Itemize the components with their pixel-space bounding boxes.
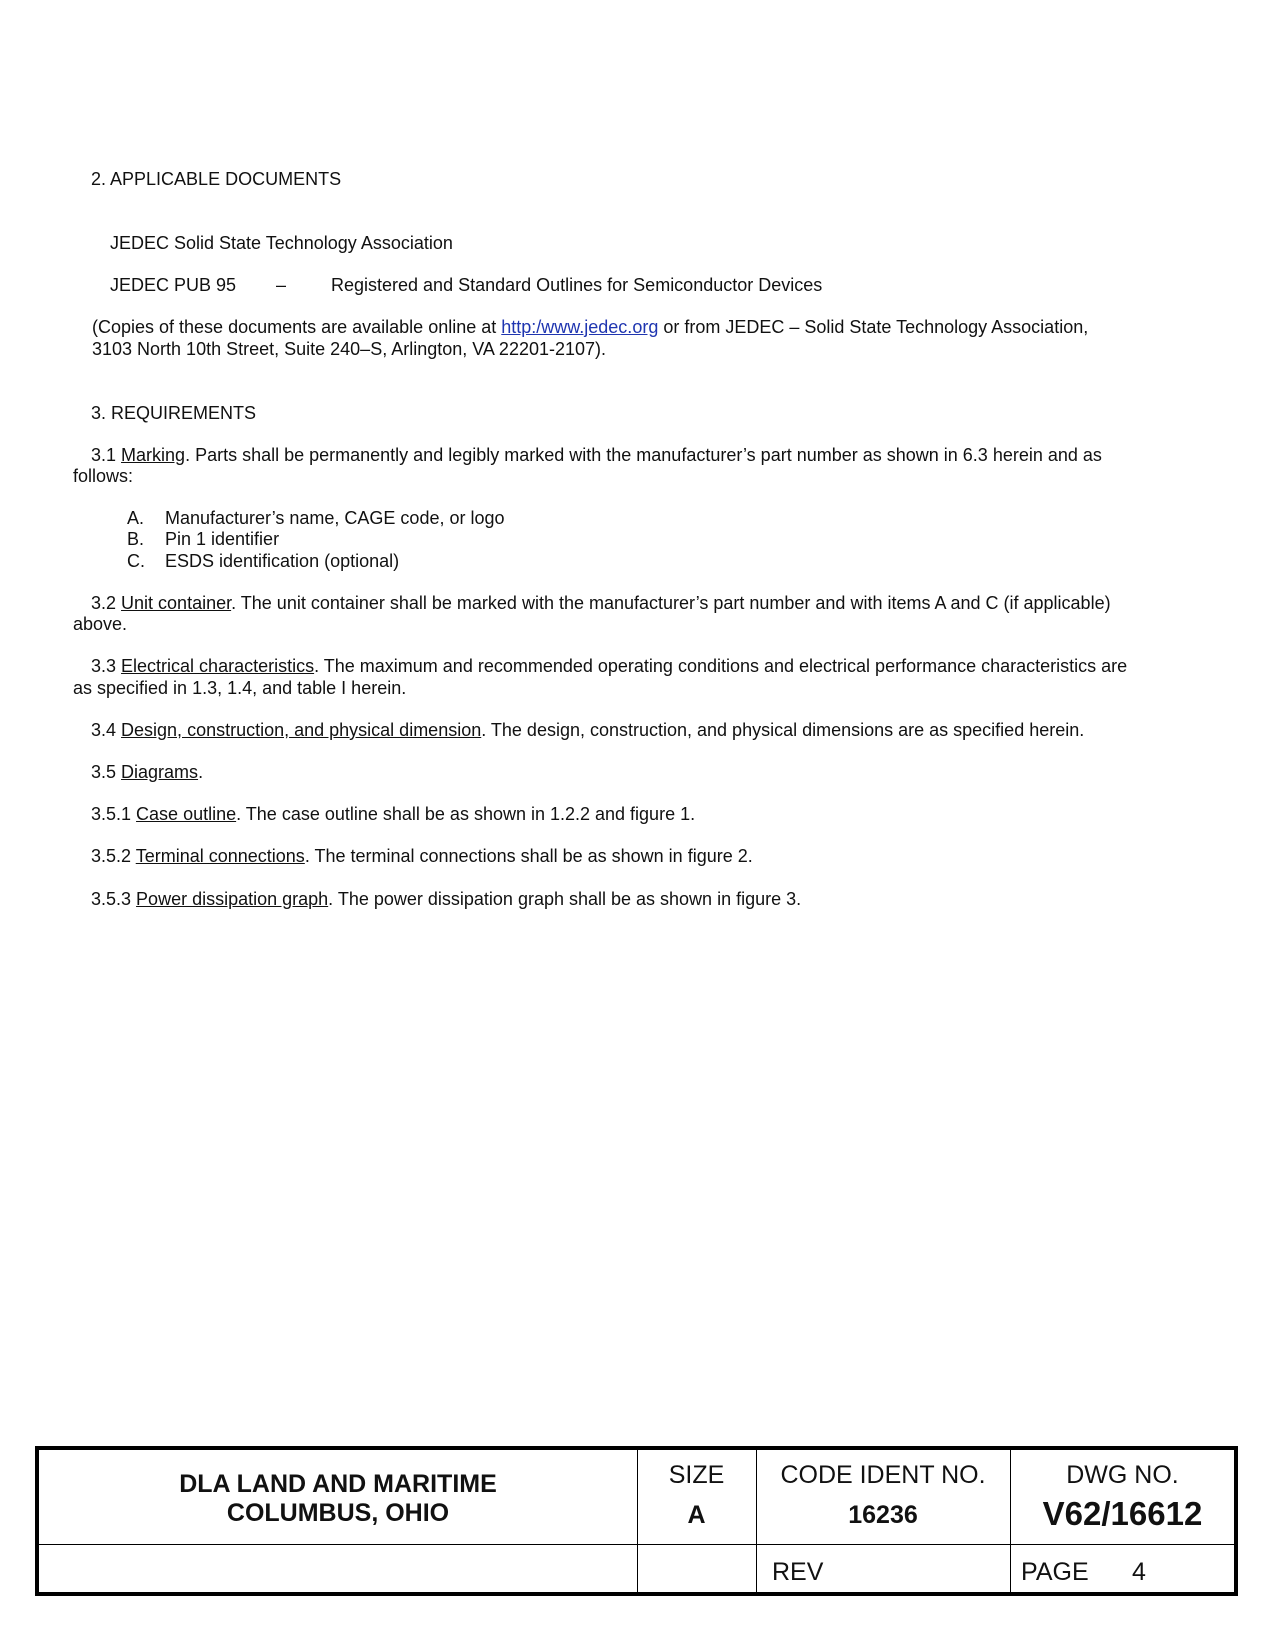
list-item-c: ESDS identification (optional) — [165, 551, 400, 571]
para-3-2-line2: above. — [73, 614, 128, 634]
para-3-1-title: Marking — [121, 445, 186, 465]
para-3-5-num: 3.5 — [91, 762, 122, 782]
para-3-1-num: 3.1 — [91, 445, 122, 465]
para-3-5-2-text: . The terminal connections shall be as shown in figure 2. — [304, 846, 753, 866]
org-name — [39, 1470, 637, 1528]
para-3-5-3-num: 3.5.3 — [91, 889, 137, 909]
para-3-4-title: Design, construction, and physical dimension — [121, 720, 482, 740]
list-item-a: Manufacturer’s name, CAGE code, or logo — [165, 508, 505, 528]
para-3-4-num: 3.4 — [91, 720, 122, 740]
para-3-5-title: Diagrams — [121, 762, 199, 782]
jedec-pub-title: Registered and Standard Outlines for Semiconductor Devices — [331, 275, 823, 295]
para-3-5-1-num: 3.5.1 — [91, 804, 137, 824]
jedec-pub-dash: – — [276, 275, 287, 295]
copies-pre: (Copies of these documents are available online at — [92, 317, 502, 337]
size-label: SIZE — [668, 1461, 725, 1489]
copies-post: or from JEDEC – Solid State Technology Association, — [658, 317, 1089, 337]
para-3-5-text: . — [198, 762, 204, 782]
para-3-1 — [91, 444, 1102, 466]
para-3-1-line2: follows: — [73, 466, 134, 486]
para-3-5-3-text: . The power dissipation graph shall be as shown in figure 3. — [328, 889, 802, 909]
para-3-5-2 — [91, 845, 753, 867]
para-3-3-num: 3.3 — [91, 656, 122, 676]
para-3-4 — [91, 719, 1084, 741]
jedec-link[interactable]: http:/www.jedec.org — [501, 317, 659, 337]
jedec-org: JEDEC Solid State Technology Association — [110, 233, 453, 253]
para-3-4-text: . The design, construction, and physical dimensions are as specified herein. — [481, 720, 1085, 740]
para-3-3-line2: as specified in 1.3, 1.4, and table I herein. — [73, 678, 407, 698]
section-2-heading: 2. APPLICABLE DOCUMENTS — [91, 169, 342, 189]
para-3-3 — [91, 655, 1127, 677]
rev-label: REV — [772, 1558, 824, 1586]
para-3-5-2-title: Terminal connections — [135, 846, 305, 866]
para-3-5-3 — [91, 888, 801, 910]
copies-line-1 — [92, 316, 1088, 338]
para-3-3-text: . The maximum and recommended operating conditions and electrical performance characteristics are — [314, 656, 1128, 676]
list-letter-a: A. — [127, 508, 145, 528]
para-3-5-1-text: . The case outline shall be as shown in 1.2.2 and figure 1. — [236, 804, 696, 824]
code-ident-value: 16236 — [848, 1501, 918, 1529]
jedec-pub-id: JEDEC PUB 95 — [110, 275, 237, 295]
para-3-5-1-title: Case outline — [136, 804, 237, 824]
code-ident-label: CODE IDENT NO. — [780, 1461, 986, 1489]
title-block — [35, 1446, 1238, 1596]
row-divider — [39, 1544, 1234, 1545]
para-3-1-text: . Parts shall be permanently and legibly marked with the manufacturer’s part number as shown in 6.3 herein and as — [185, 445, 1102, 465]
para-3-5-2-num: 3.5.2 — [91, 846, 136, 866]
para-3-2-num: 3.2 — [91, 593, 122, 613]
section-3-heading: 3. REQUIREMENTS — [91, 403, 257, 423]
para-3-2-text: . The unit container shall be marked with the manufacturer’s part number and with items A and C (if applicable) — [231, 593, 1111, 613]
dwg-no-label: DWG NO. — [1066, 1461, 1179, 1489]
page-number: 4 — [1132, 1558, 1146, 1586]
page-label: PAGE — [1021, 1558, 1089, 1586]
dwg-no-value: V62/16612 — [1042, 1495, 1203, 1532]
size-value: A — [687, 1501, 706, 1529]
para-3-5-3-title: Power dissipation graph — [136, 889, 329, 909]
copies-line-2: 3103 North 10th Street, Suite 240–S, Arlington, VA 22201-2107). — [92, 339, 607, 359]
list-letter-b: B. — [127, 529, 145, 549]
org-line-1: DLA LAND AND MARITIME — [179, 1470, 497, 1498]
para-3-5 — [91, 761, 203, 783]
list-item-b: Pin 1 identifier — [165, 529, 280, 549]
para-3-2-title: Unit container — [121, 593, 232, 613]
para-3-3-title: Electrical characteristics — [121, 656, 315, 676]
list-letter-c: C. — [127, 551, 145, 571]
para-3-2 — [91, 592, 1111, 614]
org-line-2: COLUMBUS, OHIO — [226, 1499, 450, 1527]
para-3-5-1 — [91, 803, 695, 825]
